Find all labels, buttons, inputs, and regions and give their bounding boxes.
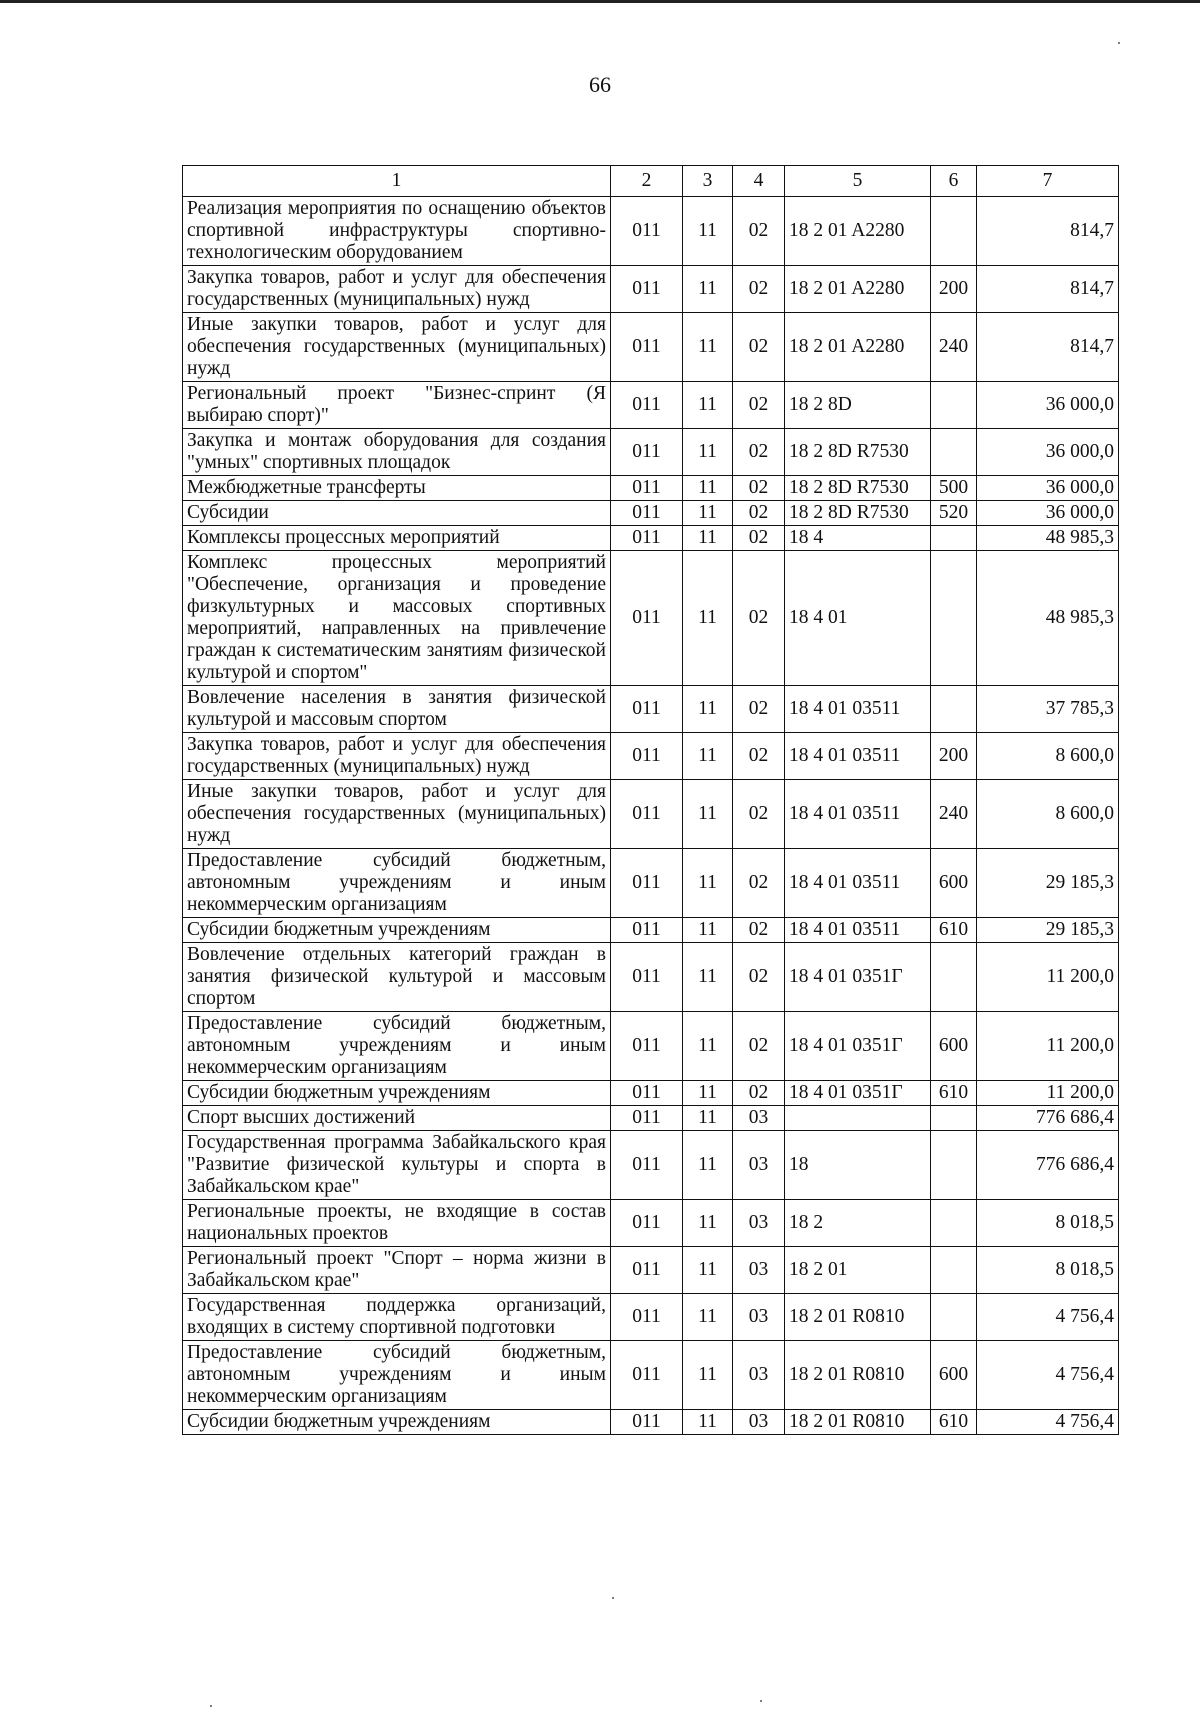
table-row bbox=[183, 1012, 1119, 1081]
cell-sum: 814,7 bbox=[977, 313, 1119, 382]
cell-vr bbox=[931, 1200, 977, 1247]
cell-csr: 18 2 01 A2280 bbox=[785, 313, 931, 382]
cell-pr: 02 bbox=[733, 1081, 785, 1106]
cell-rz: 11 bbox=[683, 849, 733, 918]
cell-sum: 776 686,4 bbox=[977, 1106, 1119, 1131]
cell-csr: 18 2 8D R7530 bbox=[785, 476, 931, 501]
cell-vr bbox=[931, 1247, 977, 1294]
table-row bbox=[183, 686, 1119, 733]
cell-name: Закупка и монтаж оборудования для создания "умных" спортивных площадок bbox=[183, 429, 611, 476]
table-row bbox=[183, 1106, 1119, 1131]
cell-sum: 48 985,3 bbox=[977, 551, 1119, 686]
cell-grbs: 011 bbox=[611, 686, 683, 733]
cell-grbs: 011 bbox=[611, 313, 683, 382]
cell-grbs: 011 bbox=[611, 733, 683, 780]
cell-csr: 18 2 01 R0810 bbox=[785, 1410, 931, 1435]
cell-rz: 11 bbox=[683, 1341, 733, 1410]
cell-sum: 4 756,4 bbox=[977, 1341, 1119, 1410]
header-col-4: 4 bbox=[733, 166, 785, 197]
cell-rz: 11 bbox=[683, 780, 733, 849]
cell-pr: 02 bbox=[733, 551, 785, 686]
cell-pr: 02 bbox=[733, 501, 785, 526]
cell-name: Иные закупки товаров, работ и услуг для обеспечения государственных (муниципальных) нужд bbox=[183, 313, 611, 382]
cell-sum: 36 000,0 bbox=[977, 382, 1119, 429]
cell-rz: 11 bbox=[683, 1200, 733, 1247]
cell-csr bbox=[785, 1106, 931, 1131]
cell-grbs: 011 bbox=[611, 382, 683, 429]
budget-table bbox=[182, 165, 1119, 1435]
cell-rz: 11 bbox=[683, 1106, 733, 1131]
table-row bbox=[183, 943, 1119, 1012]
cell-grbs: 011 bbox=[611, 501, 683, 526]
cell-name: Региональный проект "Спорт – норма жизни в Забайкальском крае" bbox=[183, 1247, 611, 1294]
cell-csr: 18 4 bbox=[785, 526, 931, 551]
table-row bbox=[183, 1294, 1119, 1341]
cell-vr: 600 bbox=[931, 1012, 977, 1081]
cell-vr: 240 bbox=[931, 313, 977, 382]
header-col-7: 7 bbox=[977, 166, 1119, 197]
cell-name: Реализация мероприятия по оснащению объектов спортивной инфраструктуры спортивно-технологическим оборудованием bbox=[183, 197, 611, 266]
header-col-3: 3 bbox=[683, 166, 733, 197]
cell-rz: 11 bbox=[683, 943, 733, 1012]
cell-csr: 18 2 8D R7530 bbox=[785, 501, 931, 526]
cell-pr: 02 bbox=[733, 526, 785, 551]
header-col-6: 6 bbox=[931, 166, 977, 197]
table-row bbox=[183, 780, 1119, 849]
cell-pr: 02 bbox=[733, 733, 785, 780]
scan-speck bbox=[210, 1705, 212, 1707]
cell-grbs: 011 bbox=[611, 551, 683, 686]
cell-name: Вовлечение населения в занятия физической культурой и массовым спортом bbox=[183, 686, 611, 733]
cell-pr: 02 bbox=[733, 382, 785, 429]
cell-vr bbox=[931, 197, 977, 266]
cell-vr: 600 bbox=[931, 1341, 977, 1410]
cell-vr bbox=[931, 382, 977, 429]
cell-vr: 200 bbox=[931, 733, 977, 780]
cell-rz: 11 bbox=[683, 1247, 733, 1294]
cell-rz: 11 bbox=[683, 197, 733, 266]
cell-sum: 11 200,0 bbox=[977, 1012, 1119, 1081]
cell-rz: 11 bbox=[683, 1410, 733, 1435]
cell-name: Субсидии bbox=[183, 501, 611, 526]
cell-grbs: 011 bbox=[611, 429, 683, 476]
table-row bbox=[183, 501, 1119, 526]
cell-pr: 02 bbox=[733, 476, 785, 501]
table-row bbox=[183, 382, 1119, 429]
table-row bbox=[183, 733, 1119, 780]
table-row bbox=[183, 1131, 1119, 1200]
cell-rz: 11 bbox=[683, 476, 733, 501]
cell-pr: 03 bbox=[733, 1294, 785, 1341]
cell-sum: 37 785,3 bbox=[977, 686, 1119, 733]
cell-sum: 11 200,0 bbox=[977, 943, 1119, 1012]
cell-vr bbox=[931, 1294, 977, 1341]
scan-speck bbox=[1118, 42, 1120, 44]
cell-grbs: 011 bbox=[611, 943, 683, 1012]
cell-pr: 02 bbox=[733, 943, 785, 1012]
cell-pr: 02 bbox=[733, 313, 785, 382]
cell-vr: 610 bbox=[931, 1410, 977, 1435]
cell-vr: 240 bbox=[931, 780, 977, 849]
table-row bbox=[183, 1200, 1119, 1247]
cell-csr: 18 4 01 03511 bbox=[785, 918, 931, 943]
cell-sum: 4 756,4 bbox=[977, 1294, 1119, 1341]
cell-vr: 200 bbox=[931, 266, 977, 313]
cell-sum: 11 200,0 bbox=[977, 1081, 1119, 1106]
cell-pr: 03 bbox=[733, 1247, 785, 1294]
cell-vr bbox=[931, 943, 977, 1012]
cell-name: Субсидии бюджетным учреждениям bbox=[183, 1081, 611, 1106]
cell-sum: 29 185,3 bbox=[977, 918, 1119, 943]
cell-sum: 29 185,3 bbox=[977, 849, 1119, 918]
cell-csr: 18 4 01 0351Г bbox=[785, 943, 931, 1012]
cell-sum: 36 000,0 bbox=[977, 476, 1119, 501]
cell-sum: 8 018,5 bbox=[977, 1200, 1119, 1247]
cell-csr: 18 4 01 0351Г bbox=[785, 1081, 931, 1106]
cell-pr: 03 bbox=[733, 1200, 785, 1247]
cell-vr bbox=[931, 429, 977, 476]
cell-pr: 02 bbox=[733, 918, 785, 943]
cell-sum: 8 600,0 bbox=[977, 780, 1119, 849]
table-row bbox=[183, 1247, 1119, 1294]
cell-csr: 18 2 01 R0810 bbox=[785, 1294, 931, 1341]
cell-name: Государственная поддержка организаций, входящих в систему спортивной подготовки bbox=[183, 1294, 611, 1341]
header-col-5: 5 bbox=[785, 166, 931, 197]
cell-sum: 36 000,0 bbox=[977, 501, 1119, 526]
cell-pr: 03 bbox=[733, 1410, 785, 1435]
cell-rz: 11 bbox=[683, 1012, 733, 1081]
page-number: 66 bbox=[589, 72, 611, 97]
cell-vr bbox=[931, 686, 977, 733]
cell-name: Региональный проект "Бизнес-спринт (Я выбираю спорт)" bbox=[183, 382, 611, 429]
cell-grbs: 011 bbox=[611, 1106, 683, 1131]
cell-vr: 520 bbox=[931, 501, 977, 526]
table-row bbox=[183, 1410, 1119, 1435]
cell-grbs: 011 bbox=[611, 918, 683, 943]
cell-grbs: 011 bbox=[611, 1200, 683, 1247]
cell-vr: 600 bbox=[931, 849, 977, 918]
cell-pr: 02 bbox=[733, 266, 785, 313]
cell-rz: 11 bbox=[683, 1081, 733, 1106]
cell-name: Спорт высших достижений bbox=[183, 1106, 611, 1131]
cell-csr: 18 4 01 03511 bbox=[785, 733, 931, 780]
cell-rz: 11 bbox=[683, 551, 733, 686]
table-body bbox=[183, 197, 1119, 1435]
cell-rz: 11 bbox=[683, 313, 733, 382]
table-row bbox=[183, 313, 1119, 382]
table-row bbox=[183, 551, 1119, 686]
cell-csr: 18 2 8D bbox=[785, 382, 931, 429]
table-header-row bbox=[183, 166, 1119, 197]
cell-sum: 4 756,4 bbox=[977, 1410, 1119, 1435]
table-row bbox=[183, 1081, 1119, 1106]
cell-csr: 18 2 01 A2280 bbox=[785, 266, 931, 313]
cell-name: Предоставление субсидий бюджетным, автономным учреждениям и иным некоммерческим организациям bbox=[183, 849, 611, 918]
table-row bbox=[183, 1341, 1119, 1410]
cell-csr: 18 2 01 A2280 bbox=[785, 197, 931, 266]
cell-rz: 11 bbox=[683, 429, 733, 476]
cell-pr: 02 bbox=[733, 780, 785, 849]
cell-pr: 03 bbox=[733, 1106, 785, 1131]
cell-sum: 48 985,3 bbox=[977, 526, 1119, 551]
cell-grbs: 011 bbox=[611, 1131, 683, 1200]
cell-csr: 18 2 bbox=[785, 1200, 931, 1247]
cell-vr: 610 bbox=[931, 918, 977, 943]
cell-pr: 03 bbox=[733, 1341, 785, 1410]
cell-rz: 11 bbox=[683, 382, 733, 429]
cell-name: Иные закупки товаров, работ и услуг для обеспечения государственных (муниципальных) нужд bbox=[183, 780, 611, 849]
cell-grbs: 011 bbox=[611, 266, 683, 313]
cell-csr: 18 2 8D R7530 bbox=[785, 429, 931, 476]
cell-name: Предоставление субсидий бюджетным, автономным учреждениям и иным некоммерческим организациям bbox=[183, 1012, 611, 1081]
table-row bbox=[183, 429, 1119, 476]
cell-grbs: 011 bbox=[611, 526, 683, 551]
cell-grbs: 011 bbox=[611, 1341, 683, 1410]
cell-name: Государственная программа Забайкальского края "Развитие физической культуры и спорта в Забайкальском крае" bbox=[183, 1131, 611, 1200]
cell-vr bbox=[931, 526, 977, 551]
cell-grbs: 011 bbox=[611, 1294, 683, 1341]
cell-name: Предоставление субсидий бюджетным, автономным учреждениям и иным некоммерческим организациям bbox=[183, 1341, 611, 1410]
cell-rz: 11 bbox=[683, 501, 733, 526]
cell-name: Межбюджетные трансферты bbox=[183, 476, 611, 501]
cell-sum: 36 000,0 bbox=[977, 429, 1119, 476]
cell-rz: 11 bbox=[683, 686, 733, 733]
cell-vr: 610 bbox=[931, 1081, 977, 1106]
cell-grbs: 011 bbox=[611, 1081, 683, 1106]
cell-csr: 18 4 01 bbox=[785, 551, 931, 686]
cell-grbs: 011 bbox=[611, 780, 683, 849]
cell-rz: 11 bbox=[683, 918, 733, 943]
cell-name: Комплексы процессных мероприятий bbox=[183, 526, 611, 551]
cell-csr: 18 2 01 R0810 bbox=[785, 1341, 931, 1410]
cell-rz: 11 bbox=[683, 733, 733, 780]
cell-csr: 18 4 01 0351Г bbox=[785, 1012, 931, 1081]
top-rule bbox=[0, 0, 1200, 3]
cell-name: Региональные проекты, не входящие в состав национальных проектов bbox=[183, 1200, 611, 1247]
header-col-1: 1 bbox=[183, 166, 611, 197]
cell-name: Комплекс процессных мероприятий "Обеспечение, организация и проведение физкультурных и массовых спортивных мероприятий, направленных на привлечение граждан к систематическим занятиям физической культурой и спортом" bbox=[183, 551, 611, 686]
cell-grbs: 011 bbox=[611, 476, 683, 501]
cell-vr bbox=[931, 551, 977, 686]
cell-pr: 02 bbox=[733, 686, 785, 733]
table-row bbox=[183, 849, 1119, 918]
cell-csr: 18 4 01 03511 bbox=[785, 849, 931, 918]
cell-vr: 500 bbox=[931, 476, 977, 501]
table-row bbox=[183, 266, 1119, 313]
cell-sum: 8 600,0 bbox=[977, 733, 1119, 780]
cell-grbs: 011 bbox=[611, 849, 683, 918]
table-row bbox=[183, 526, 1119, 551]
cell-csr: 18 2 01 bbox=[785, 1247, 931, 1294]
cell-rz: 11 bbox=[683, 1131, 733, 1200]
cell-name: Вовлечение отдельных категорий граждан в занятия физической культурой и массовым спортом bbox=[183, 943, 611, 1012]
cell-rz: 11 bbox=[683, 1294, 733, 1341]
cell-csr: 18 bbox=[785, 1131, 931, 1200]
cell-rz: 11 bbox=[683, 266, 733, 313]
cell-sum: 8 018,5 bbox=[977, 1247, 1119, 1294]
cell-pr: 03 bbox=[733, 1131, 785, 1200]
cell-sum: 814,7 bbox=[977, 266, 1119, 313]
cell-pr: 02 bbox=[733, 429, 785, 476]
cell-pr: 02 bbox=[733, 197, 785, 266]
cell-vr bbox=[931, 1131, 977, 1200]
cell-name: Закупка товаров, работ и услуг для обеспечения государственных (муниципальных) нужд bbox=[183, 733, 611, 780]
cell-grbs: 011 bbox=[611, 1410, 683, 1435]
header-col-2: 2 bbox=[611, 166, 683, 197]
cell-csr: 18 4 01 03511 bbox=[785, 780, 931, 849]
cell-grbs: 011 bbox=[611, 1012, 683, 1081]
cell-pr: 02 bbox=[733, 849, 785, 918]
scan-speck bbox=[612, 1597, 614, 1599]
cell-pr: 02 bbox=[733, 1012, 785, 1081]
cell-name: Субсидии бюджетным учреждениям bbox=[183, 918, 611, 943]
cell-rz: 11 bbox=[683, 526, 733, 551]
cell-grbs: 011 bbox=[611, 197, 683, 266]
cell-csr: 18 4 01 03511 bbox=[785, 686, 931, 733]
scan-speck bbox=[760, 1700, 762, 1702]
cell-name: Субсидии бюджетным учреждениям bbox=[183, 1410, 611, 1435]
cell-sum: 814,7 bbox=[977, 197, 1119, 266]
table-row bbox=[183, 197, 1119, 266]
cell-sum: 776 686,4 bbox=[977, 1131, 1119, 1200]
cell-name: Закупка товаров, работ и услуг для обеспечения государственных (муниципальных) нужд bbox=[183, 266, 611, 313]
table-row bbox=[183, 476, 1119, 501]
table-row bbox=[183, 918, 1119, 943]
cell-grbs: 011 bbox=[611, 1247, 683, 1294]
cell-vr bbox=[931, 1106, 977, 1131]
